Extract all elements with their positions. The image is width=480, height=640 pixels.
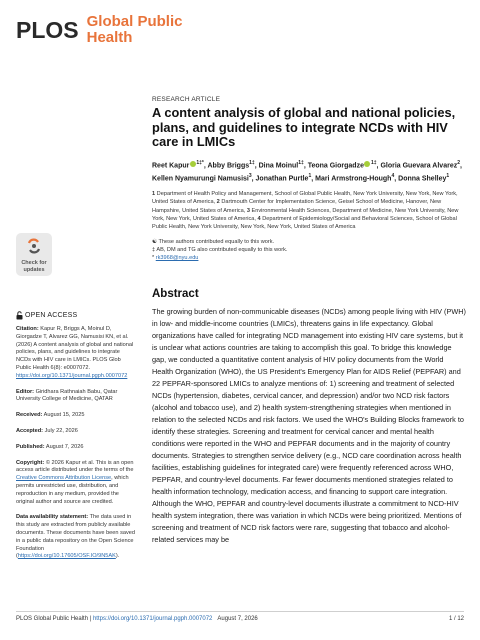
- author-affiliation-marker: 1: [446, 172, 450, 179]
- article-type: RESEARCH ARTICLE: [152, 96, 221, 103]
- copyright-block: [16, 460, 136, 507]
- author-separator: ,: [303, 161, 308, 169]
- journal-logo[interactable]: [16, 14, 182, 46]
- abstract-heading: Abstract: [152, 288, 199, 301]
- author-name[interactable]: Jonathan Purtle: [255, 175, 309, 183]
- affiliation-text: Environmental Health Sciences, Department of Medicine, New York University, New York, New York, United States of America,: [152, 207, 459, 222]
- citation-text: Kapur R, Briggs A, Moinul D, Giorgadze T, Alvarez GG, Namusisi KN, et al. (2026) A content analysis of global and national policies, plans, and guidelines to integrate NCDs with HIV care in LMICs. PLOS Glob Public Health 6(8): e0007072.: [16, 326, 134, 371]
- accepted-label: Accepted:: [16, 427, 44, 434]
- affiliation-number: 2: [216, 199, 220, 206]
- author-affiliation-marker: 4: [391, 172, 395, 179]
- check-for-updates-label: [16, 259, 52, 276]
- corresponding-email: [152, 254, 466, 262]
- plos-logo: [16, 17, 79, 44]
- affiliation-text: Dartmouth Center for Implementation Science, Geisel School of Medicine, Hanover, New Hampshire, United States of America,: [152, 199, 442, 214]
- received-date: August 15, 2025: [42, 412, 85, 419]
- received-label: Received:: [16, 412, 43, 419]
- cc-license-link[interactable]: Creative Commons Attribution License: [16, 475, 112, 482]
- copyright-label: Copyright:: [16, 459, 45, 466]
- affiliation-text: Department of Health Policy and Management, School of Global Public Health, New York University, New York, New York, United States of America,: [152, 191, 458, 206]
- author-affiliation-marker: 1‡: [370, 159, 377, 166]
- footer-date: August 7, 2026: [217, 616, 258, 622]
- copyright-text: © 2026 Kapur et al. This is an open access article distributed under the terms of the: [16, 459, 134, 474]
- author-name[interactable]: Gloria Guevara Alvarez: [380, 161, 458, 169]
- affiliation-number: 1: [152, 191, 156, 198]
- received-block: [16, 412, 136, 420]
- author-list: [152, 158, 466, 185]
- affiliation-number: 3: [246, 207, 250, 214]
- author-name[interactable]: Mari Armstrong-Hough: [315, 175, 392, 183]
- author-name[interactable]: Kellen Nyamurungi Namusisi: [152, 175, 249, 183]
- author-separator: ,: [394, 175, 399, 183]
- article-main: [152, 96, 466, 546]
- footer-separator: |: [88, 616, 93, 622]
- email-prefix: *: [152, 255, 156, 262]
- page-footer: [16, 611, 464, 622]
- published-label: Published:: [16, 443, 45, 450]
- page-number: 1 / 12: [448, 616, 464, 622]
- open-access-label: OPEN ACCESS: [25, 311, 78, 319]
- article-title: A content analysis of global and national policies, plans, and guidelines to integrate NCDs with HIV care in LMICs: [152, 105, 456, 149]
- citation-doi-link[interactable]: https://doi.org/10.1371/journal.pgph.0007072: [16, 372, 128, 379]
- article-sidebar: [16, 311, 136, 569]
- author-affiliation-marker: 2: [457, 159, 460, 166]
- citation-block: [16, 326, 136, 381]
- author-separator: ,: [254, 161, 259, 169]
- affiliation-number: 4: [257, 215, 261, 222]
- journal-name-line2: Health: [86, 29, 133, 46]
- published-block: [16, 444, 136, 452]
- accepted-block: [16, 428, 136, 436]
- check-for-updates-icon: [16, 233, 52, 259]
- plos-wordmark: PLOS: [16, 16, 79, 43]
- data-availability-text: The data used in this study are extracted from publicly available documents. These documents have been saved in a public data repository on the Open Science Foundation (: [16, 514, 135, 560]
- journal-name: [87, 14, 183, 46]
- footer-left: [16, 616, 258, 622]
- accepted-date: July 22, 2026: [43, 427, 78, 434]
- citation-label: Citation:: [16, 326, 39, 332]
- author-name[interactable]: Reet Kapur: [152, 161, 190, 169]
- author-affiliation-marker: 1‡: [298, 159, 304, 166]
- author-separator: ,: [376, 161, 381, 169]
- open-lock-icon: [16, 311, 23, 320]
- email-link[interactable]: rk3968@nyu.edu: [155, 255, 199, 262]
- author-separator: ,: [203, 161, 208, 169]
- data-availability-text-end: ).: [115, 553, 120, 560]
- editor-label: Editor:: [16, 388, 35, 395]
- affiliation-text: Department of Epidemiology/Social and Behavioral Sciences, School of Global Public Health, New York University, New York, New York, United States of America: [152, 215, 457, 230]
- author-separator: ,: [251, 175, 256, 183]
- footer-doi-link[interactable]: https://doi.org/10.1371/journal.pgph.0007072: [92, 616, 213, 622]
- author-separator: ,: [311, 175, 316, 183]
- author-notes: [152, 238, 466, 262]
- orcid-icon[interactable]: [190, 161, 196, 167]
- footer-journal: PLOS Global Public Health: [16, 616, 89, 622]
- data-availability-block: [16, 514, 136, 561]
- osf-link[interactable]: https://doi.org/10.17605/OSF.IO/9N5AK: [17, 553, 116, 560]
- orcid-icon[interactable]: [364, 161, 370, 167]
- also-contributed-note: ‡ AB, DM and TG also contributed equally to this work.: [152, 247, 288, 254]
- abstract-text: The growing burden of non-communicable diseases (NCDs) among people living with HIV (PWH) in low- and middle-income countries (LMICs), threatens gains in life expectancy. Global organizations have called for integrating NCD management into existing HIV care systems, but it is unclear what actions countries are taking to accomplish this goal. To bridge this knowledge gap, we conducted a quantitative content analysis of HIV policy documents from the World Health Organization (WHO), the US President's Emergency Plan for AIDS Relief (PEPFAR) and 22 PEPFAR-sponsored LMICs to analyze mentions of: 1) screening and treatment of selected NCDs (hypertension, diabetes, cervical cancer, and depression) and/or two NCD risk factors (alcohol and tobacco use), and 2) health system-strengthening strategies when mentioned in relation to the selected NCDs and risk factors. We used the WHO's Building Blocks framework to identify these strategies. Screening and treatment for cervical cancer and mental health conditions were reported in the WHO and PEPFAR documents and in the majority of country documents. Strategies to strengthen service delivery (e.g., NCD care coordination across health facilities, establishing guidelines for integrated care) were frequently referenced across WHO, PEPFAR, and country-level documents. Far fewer documents mentioned strategies related to health information technology, medication access, and financing to support care integration. Although the WHO, PEPFAR and country-level documents illustrate a commitment to NCD-HIV health system integration, there was variation in which NCDs were being prioritized. Mentions of screening and treatment of NCD risk factors were rare, suggesting that tobacco and alcohol-related services may be: [152, 307, 466, 545]
- check-line1: Check for: [21, 260, 47, 266]
- open-access-badge: [16, 311, 136, 320]
- author-affiliation-marker: 1‡: [249, 159, 255, 166]
- affiliations: [152, 190, 466, 231]
- author-name[interactable]: Teona Giorgadze: [307, 161, 364, 169]
- author-name[interactable]: Dina Moinul: [258, 161, 299, 169]
- author-affiliation-marker: 3: [248, 172, 252, 179]
- author-separator: ,: [460, 161, 462, 169]
- data-availability-label: Data availability statement:: [16, 514, 89, 521]
- author-name[interactable]: Abby Briggs: [207, 161, 250, 169]
- published-date: August 7, 2026: [44, 443, 84, 450]
- author-affiliation-marker: 1: [308, 172, 312, 179]
- journal-name-line1: Global Public: [86, 13, 183, 30]
- editor-block: [16, 389, 136, 405]
- author-name[interactable]: Donna Shelley: [398, 175, 447, 183]
- check-for-updates-badge[interactable]: [16, 233, 52, 276]
- check-line2: updates: [23, 266, 45, 273]
- equal-contribution-note: ☯ These authors contributed equally to this work.: [152, 239, 275, 246]
- copyright-text-end: , which permits unrestricted use, distribution, and reproduction in any medium, provided the original author and source are credited.: [16, 475, 129, 505]
- author-affiliation-marker: 1‡*: [196, 159, 204, 166]
- editor-text: Giridhara Rathnaiah Babu, Qatar University College of Medicine, QATAR: [16, 388, 118, 403]
